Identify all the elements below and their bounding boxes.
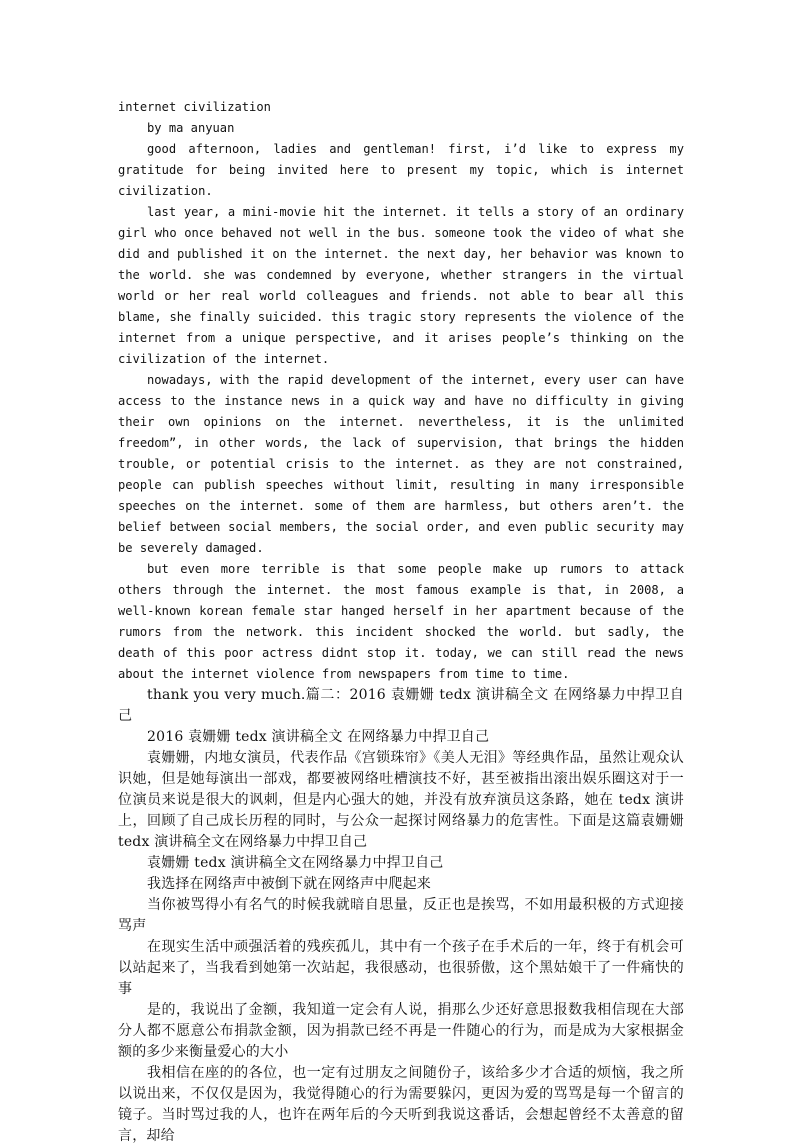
paragraph: 袁姗姗 tedx 演讲稿全文在网络暴力中捍卫自己 (147, 855, 444, 871)
section-heading: 2016 袁姗姗 tedx 演讲稿全文 在网络暴力中捍卫自己 (147, 729, 490, 745)
paragraph: 当你被骂得小有名气的时候我就暗自思量，反正也是挨骂，不如用最积极的方式迎接骂声 (118, 897, 684, 934)
paragraph: last year, a mini-movie hit the internet. it tells a story of an ordinary girl who once behaved not well in the bus. someone took the video of what she did and published it on the internet. the next day, her behavior was known to the world. she was condemned by everyone, whether strangers in the virtual world or her real world colleagues and friends. not able to bear all this blame, she finally suicided. this tragic story represents the violence of the internet from a unique perspective, and it arises people’s thinking on the civilization of the internet. (118, 205, 684, 366)
paragraph: 是的，我说出了金额，我知道一定会有人说，捐那么少还好意思报数我相信现在大部分人都不愿意公布捐款金额，因为捐款已经不再是一件随心的行为，而是成为大家根据金额的多少来衡量爱心的大小 (118, 1002, 684, 1060)
paragraph: good afternoon, ladies and gentleman! first, i’d like to express my gratitude for being invited here to present my topic, which is internet civilization. (118, 142, 684, 198)
paragraph: 我选择在网络声中被倒下就在网络声中爬起来 (147, 876, 431, 892)
paragraph: but even more terrible is that some people make up rumors to attack others through the internet. the most famous example is that, in 2008, a well-known korean female star hanged herself in her apartment because of the rumors from the network. this incident shocked the world. but sadly, the death of this poor actress didnt stop it. today, we can still read the news about the internet violence from newspapers from time to time. (118, 562, 684, 681)
document-page (118, 97, 684, 1147)
paragraph: 在现实生活中顽强活着的残疾孤儿，其中有一个孩子在手术后的一年，终于有机会可以站起来了，当我看到她第一次站起，我很感动，也很骄傲，这个黑姑娘干了一件痛快的事 (118, 939, 684, 997)
section-heading: thank you very much.篇二：2016 袁姗姗 tedx 演讲稿全文 在网络暴力中捍卫自己 (118, 687, 684, 724)
document-title: internet civilization (118, 100, 271, 114)
paragraph: nowadays, with the rapid development of the internet, every user can have access to the instance news in a quick way and have no difficulty in giving their own opinions on the internet. nevertheless, it is the unlimited freedom”, in other words, the lack of supervision, that brings the hidden trouble, or potential crisis to the internet. as they are not constrained, people can publish speeches without limit, resulting in many irresponsible speeches on the internet. some of them are harmless, but others aren’t. the belief between social members, the social order, and even public security may be severely damaged. (118, 373, 684, 555)
paragraph: 袁姗姗，内地女演员，代表作品《宫锁珠帘》《美人无泪》等经典作品，虽然让观众认识她，但是她每演出一部戏，都要被网络吐槽演技不好，甚至被指出滚出娱乐圈这对于一位演员来说是很大的讽刺，但是内心强大的她，并没有放弃演员这条路，她在 tedx 演讲上，回顾了自己成长历程的同时，与公众一起探讨网络暴力的危害性。下面是这篇袁姗姗 tedx 演讲稿全文在网络暴力中捍卫自己 (118, 750, 684, 850)
author-line: by ma anyuan (147, 121, 235, 135)
paragraph: 我相信在座的的各位，也一定有过朋友之间随份子，该给多少才合适的烦恼，我之所以说出来，不仅仅是因为，我觉得随心的行为需要躲闪，更因为爱的骂骂是每一个留言的镜子。当时骂过我的人，也许在两年后的今天听到我说这番话，会想起曾经不太善意的留言，却给 (118, 1065, 684, 1144)
